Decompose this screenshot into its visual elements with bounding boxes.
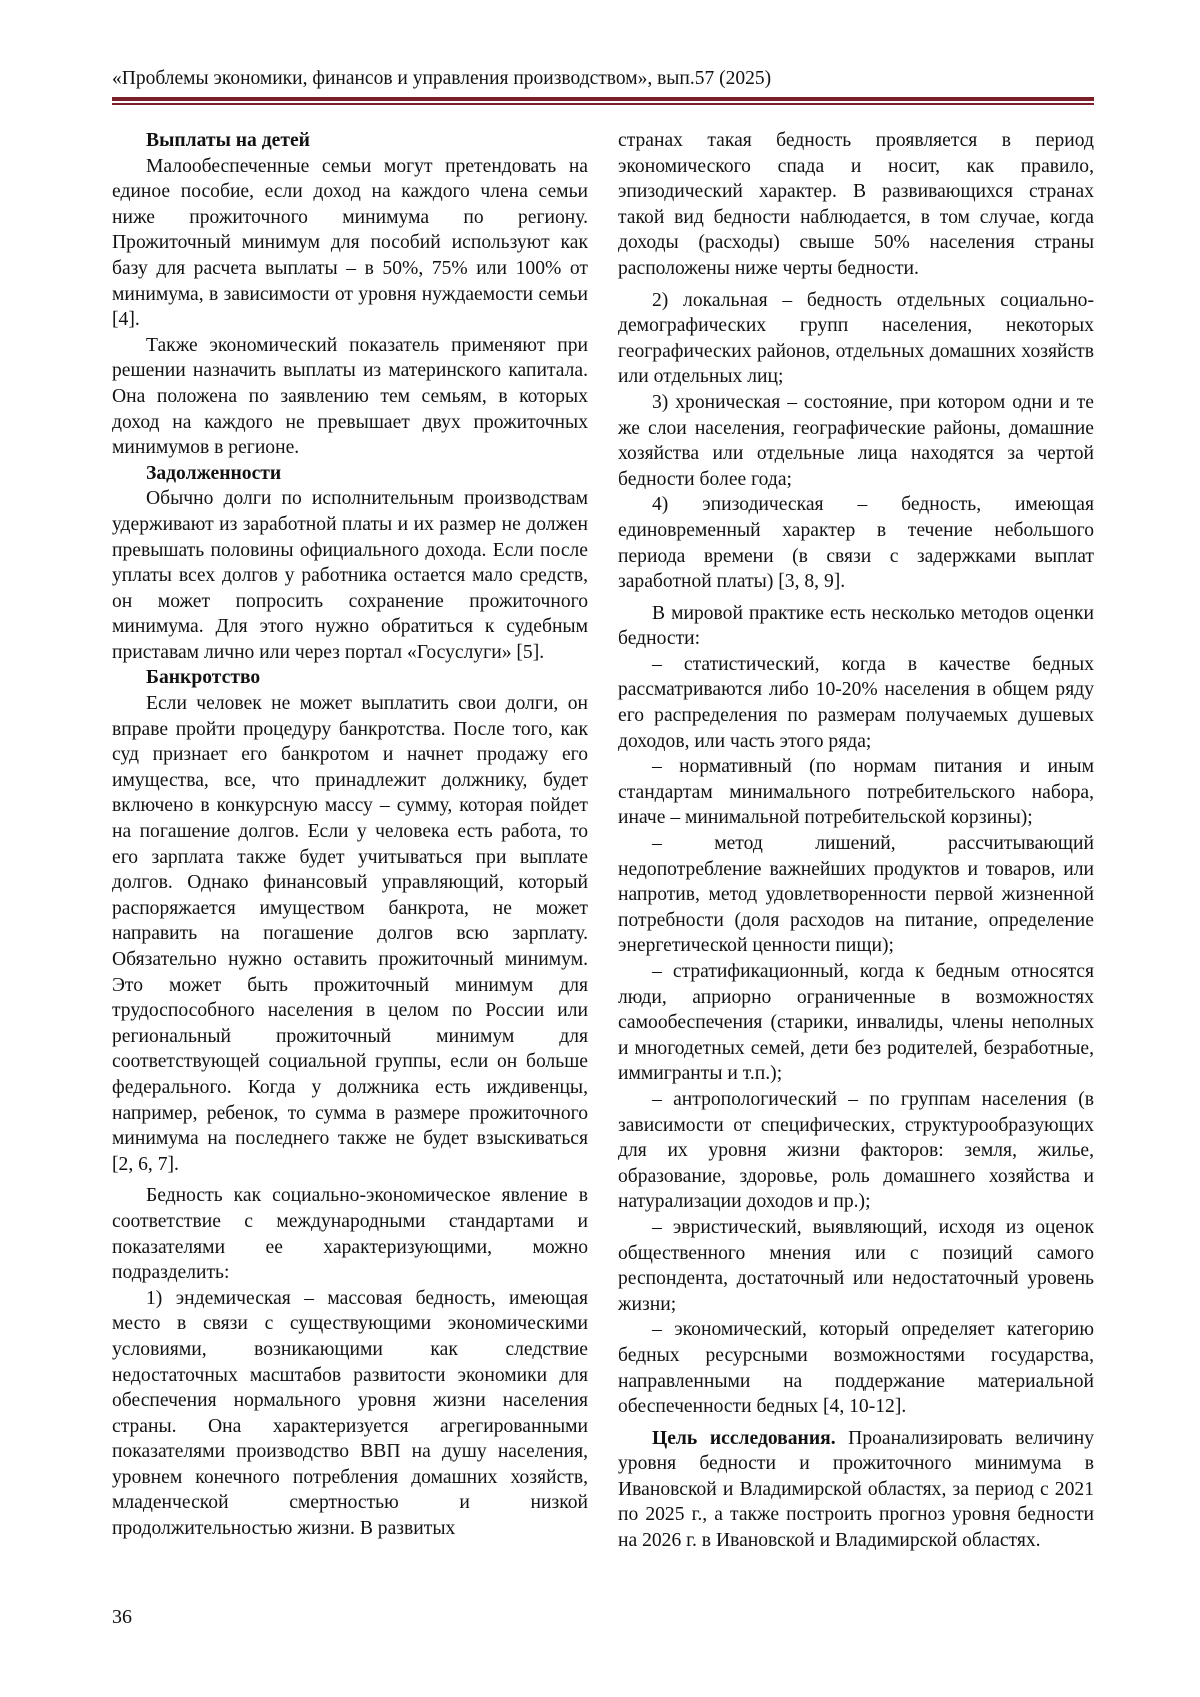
journal-header: «Проблемы экономики, финансов и управления производством», вып.57 (2025) bbox=[112, 68, 772, 89]
list-item: – метод лишений, рассчитывающий недопотребление важнейших продуктов и товаров, или напротив, метод удовлетворенности первой жизненной потребности (доля расходов на питание, определение энергетической ценности пищи); bbox=[618, 833, 1094, 957]
header-rule-thick bbox=[112, 97, 1094, 101]
list-item: – эвристический, выявляющий, исходя из оценок общественного мнения или с позиций самого респондента, достаточный или недостаточный уровень жизни; bbox=[618, 1216, 1094, 1315]
section-heading: Банкротство bbox=[146, 667, 261, 689]
section-heading: Задолженности bbox=[146, 462, 282, 484]
list-item: – нормативный (по нормам питания и иным стандартам минимального потребительского набора, иначе – минимальной потребительской корзины); bbox=[618, 756, 1094, 829]
paragraph: странах такая бедность проявляется в период экономического спада и носит, как правило, эпизодический характер. В развивающихся странах такой вид бедности наблюдается, в том случае, когда доходы (расходы) свыше 50% населения страны расположены ниже черты бедности. bbox=[618, 130, 1094, 279]
page-number: 36 bbox=[112, 1606, 132, 1628]
section-heading: Выплаты на детей bbox=[146, 130, 310, 151]
paragraph: Бедность как социально-экономическое явление в соответствие с международными стандартами и показателями ее характеризующими, можно подразделить: bbox=[112, 1185, 588, 1284]
paragraph: Также экономический показатель применяют при решении назначить выплаты из материнского капитала. Она положена по заявлению тем семьям, в которых доход на каждого не превышает двух прожиточных минимумов в регионе. bbox=[112, 334, 588, 459]
paragraph: Малообеспеченные семьи могут претендовать на единое пособие, если доход на каждого члена семьи ниже прожиточного минимума по региону. Прожиточный минимум для пособий используют как базу для расчета выплаты – в 50%, 75% или 100% от минимума, в зависимости от уровня нуждаемости семьи [4]. bbox=[112, 155, 588, 331]
goal-label: Цель исследования. bbox=[652, 1427, 836, 1449]
header-rule-thin bbox=[112, 103, 1094, 105]
list-item: – стратификационный, когда к бедным относятся люди, априорно ограниченные в возможностях самообеспечения (старики, инвалиды, члены неполных и многодетных семей, дети без родителей, безработные, иммигранты и т.п.); bbox=[618, 961, 1094, 1085]
left-column bbox=[112, 128, 588, 1542]
goal-paragraph bbox=[618, 1426, 1094, 1554]
paragraph: Обычно долги по исполнительным производствам удерживают из заработной платы и их размер не должен превышать половины официального дохода. Если после уплаты всех долгов у работника остается мало средств, он может попросить сохранение прожиточного минимума. Для этого нужно обратиться к судебным приставам лично или через портал «Госуслуги» [5]. bbox=[112, 488, 588, 663]
right-column bbox=[618, 128, 1094, 1554]
paragraph: В мировой практике есть несколько методов оценки бедности: bbox=[618, 602, 1094, 650]
paragraph: 2) локальная – бедность отдельных социально-демографических групп населения, некоторых географических районов, отдельных домашних хозяйств или отдельных лиц; bbox=[618, 289, 1094, 388]
goal-text: Проанализировать величину уровня бедности и прожиточного минимума в Ивановской и Владимирской областях, за период с 2021 по 2025 г., а также построить прогноз уровня бедности на 2026 г. в Ивановской и Владимирской областях. bbox=[618, 1427, 1095, 1552]
paragraph: 3) хроническая – состояние, при котором одни и те же слои населения, географические районы, домашние хозяйства или отдельные лица находятся за чертой бедности более года; bbox=[618, 391, 1094, 490]
list-item: – экономический, который определяет категорию бедных ресурсными возможностями государства, направленными на поддержание материальной обеспеченности бедных [4, 10-12]. bbox=[618, 1319, 1094, 1418]
paragraph: 1) эндемическая – массовая бедность, имеющая место в связи с существующими экономическими условиями, возникающими как следствие недостаточных масштабов развитости экономики для обеспечения нормального уровня жизни населения страны. Она характеризуется агрегированными показателями производство ВВП на душу населения, уровнем конечного потребления домашних хозяйств, младенческой смертностью и низкой продолжительностью жизни. В развитых bbox=[112, 1287, 588, 1540]
paragraph: 4) эпизодическая – бедность, имеющая единовременный характер в течение небольшого периода времени (в связи с задержками выплат заработной платы) [3, 8, 9]. bbox=[618, 494, 1094, 593]
paragraph: Если человек не может выплатить свои долги, он вправе пройти процедуру банкротства. После того, как суд признает его банкротом и начнет продажу его имущества, все, что принадлежит должнику, будет включено в конкурсную массу – сумму, которая пойдет на погашение долгов. Если у человека есть работа, то его зарплата также будет учитываться при выплате долгов. Однако финансовый управляющий, который распоряжается имуществом банкрота, не может направить на погашение долгов всю зарплату. Обязательно нужно оставить прожиточный минимум. Это может быть прожиточный минимум для трудоспособного населения в целом по России или региональный прожиточный минимум для соответствующей социальной группы, если он больше федерального. Когда у должника есть иждивенцы, например, ребенок, то сумма в размере прожиточного минимума на последнего также не будет взыскиваться [2, 6, 7]. bbox=[112, 693, 588, 1175]
list-item: – антропологический – по группам населения (в зависимости от специфических, структурообразующих для их уровня жизни факторов: земля, жилье, образование, здоровье, роль домашнего хозяйства и натурализации доходов и пр.); bbox=[618, 1088, 1094, 1213]
list-item: – статистический, когда в качестве бедных рассматриваются либо 10-20% населения в общем ряду его распределения по размерам получаемых душевых доходов, или часть этого ряда; bbox=[618, 653, 1094, 752]
